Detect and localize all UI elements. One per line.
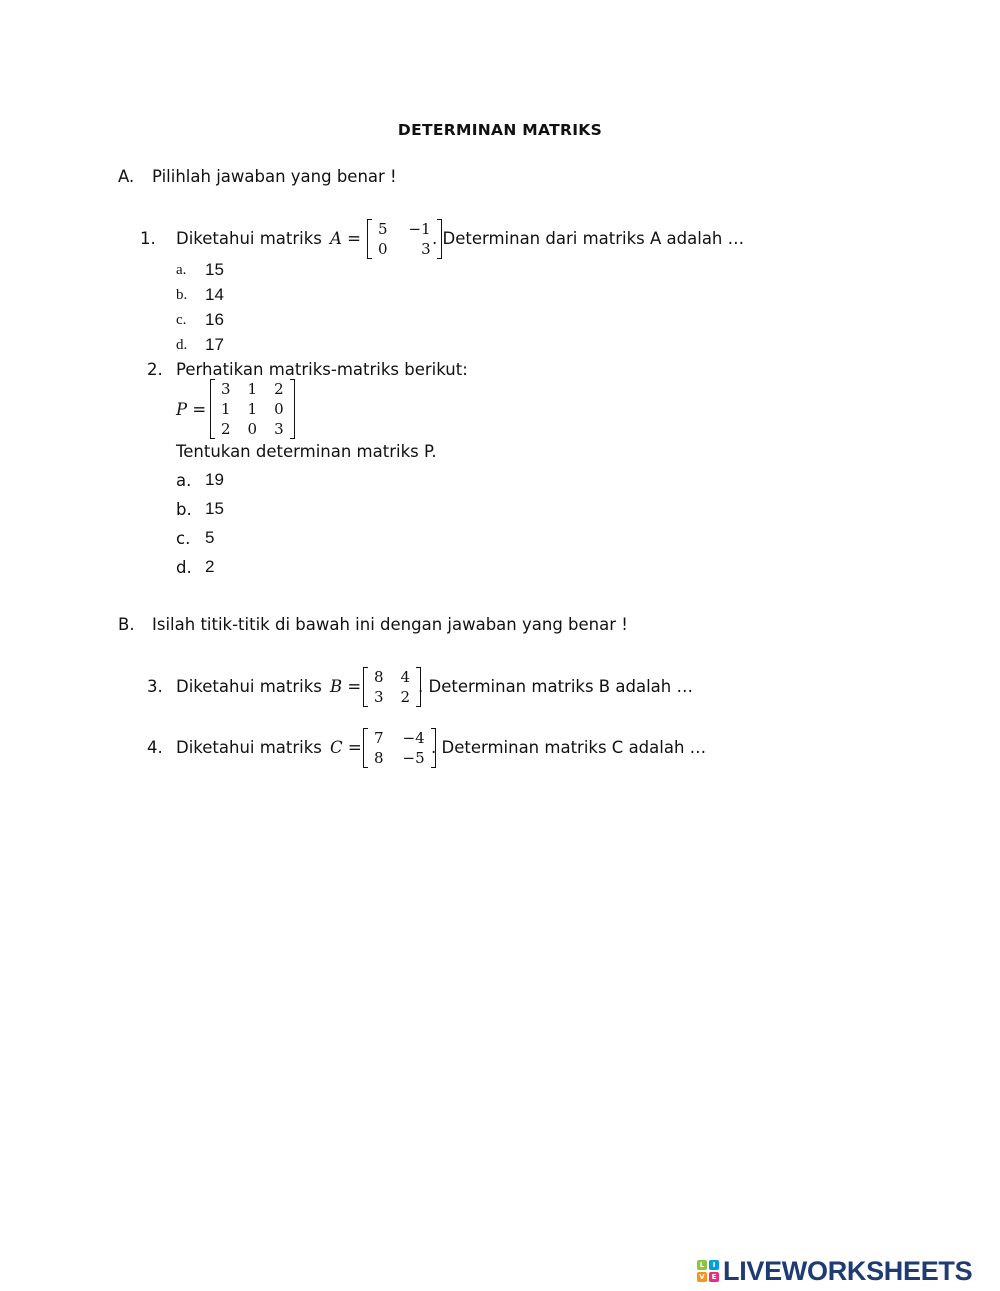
section-b-instruction: Isilah titik-titik di bawah ini dengan jawaban yang benar !	[152, 615, 628, 634]
logo-square: L	[697, 1260, 707, 1270]
matrix-cell: 3	[274, 420, 284, 438]
q1-number: 1.	[140, 229, 156, 248]
q3-suffix: . Determinan matriks B adalah …	[418, 677, 693, 696]
q2-variable: P =	[176, 400, 207, 419]
logo-icon	[697, 1260, 719, 1282]
liveworksheets-logo	[697, 1255, 973, 1286]
q2-option-value: 19	[205, 470, 224, 489]
matrix-cell: 2	[274, 380, 284, 398]
q1-option-letter: a.	[176, 262, 187, 278]
q4-matrix	[363, 728, 436, 768]
q2-option-letter: d.	[176, 558, 192, 577]
q2-option-letter: c.	[176, 529, 191, 548]
matrix-cell: 3	[374, 688, 384, 706]
q2-question: Tentukan determinan matriks P.	[176, 442, 437, 461]
q3-number: 3.	[147, 677, 163, 696]
q2-prompt: Perhatikan matriks-matriks berikut:	[176, 360, 468, 379]
q2-option-value: 2	[205, 557, 215, 576]
q1-variable: A =	[330, 229, 361, 248]
matrix-cell: 0	[247, 420, 258, 438]
q4-suffix: . Determinan matriks C adalah …	[431, 738, 707, 757]
section-a-marker: A.	[118, 167, 135, 186]
logo-square: E	[709, 1272, 719, 1282]
section-b-marker: B.	[118, 615, 135, 634]
logo-square: V	[697, 1272, 707, 1282]
matrix-cell: 1	[221, 400, 231, 418]
matrix-cell: −1	[408, 220, 431, 238]
q1-option-value: 17	[205, 335, 224, 354]
q1-option-letter: c.	[176, 312, 187, 328]
q1-suffix: . Determinan dari matriks A adalah …	[432, 229, 745, 248]
q1-option-letter: b.	[176, 287, 188, 303]
matrix-cell: 3	[221, 380, 231, 398]
matrix-cell: 2	[221, 420, 231, 438]
q4-variable: C =	[330, 738, 362, 757]
matrix-cell: −4	[402, 729, 425, 747]
q1-option-value: 15	[205, 260, 224, 279]
matrix-cell: 1	[247, 400, 258, 418]
matrix-cell: 2	[400, 688, 411, 706]
q2-option-value: 15	[205, 499, 224, 518]
q2-option-value: 5	[205, 528, 215, 547]
logo-square: I	[709, 1260, 719, 1270]
q1-matrix	[367, 219, 442, 259]
matrix-cell: 5	[378, 220, 388, 238]
q2-number: 2.	[147, 360, 163, 379]
matrix-cell: 3	[421, 240, 431, 258]
q3-matrix	[363, 667, 421, 707]
matrix-cell: 8	[374, 749, 384, 767]
page-title: DETERMINAN MATRIKS	[397, 121, 603, 139]
q2-matrix	[210, 379, 295, 439]
matrix-cell: 8	[374, 668, 384, 686]
logo-text: LIVEWORKSHEETS	[723, 1255, 973, 1286]
matrix-cell: 7	[374, 729, 384, 747]
section-a-instruction: Pilihlah jawaban yang benar !	[152, 167, 397, 186]
matrix-cell: 4	[400, 668, 411, 686]
q1-option-value: 16	[205, 310, 224, 329]
matrix-cell: 0	[274, 400, 284, 418]
matrix-cell: −5	[402, 749, 425, 767]
q4-prefix: Diketahui matriks	[176, 738, 322, 757]
q1-prefix: Diketahui matriks	[176, 229, 322, 248]
matrix-cell: 0	[378, 240, 388, 258]
q2-option-letter: b.	[176, 500, 192, 519]
q3-prefix: Diketahui matriks	[176, 677, 322, 696]
q2-option-letter: a.	[176, 471, 192, 490]
q1-option-value: 14	[205, 285, 224, 304]
q4-number: 4.	[147, 738, 163, 757]
q3-variable: B =	[330, 677, 362, 696]
matrix-cell: 1	[247, 380, 258, 398]
q1-option-letter: d.	[176, 337, 188, 353]
